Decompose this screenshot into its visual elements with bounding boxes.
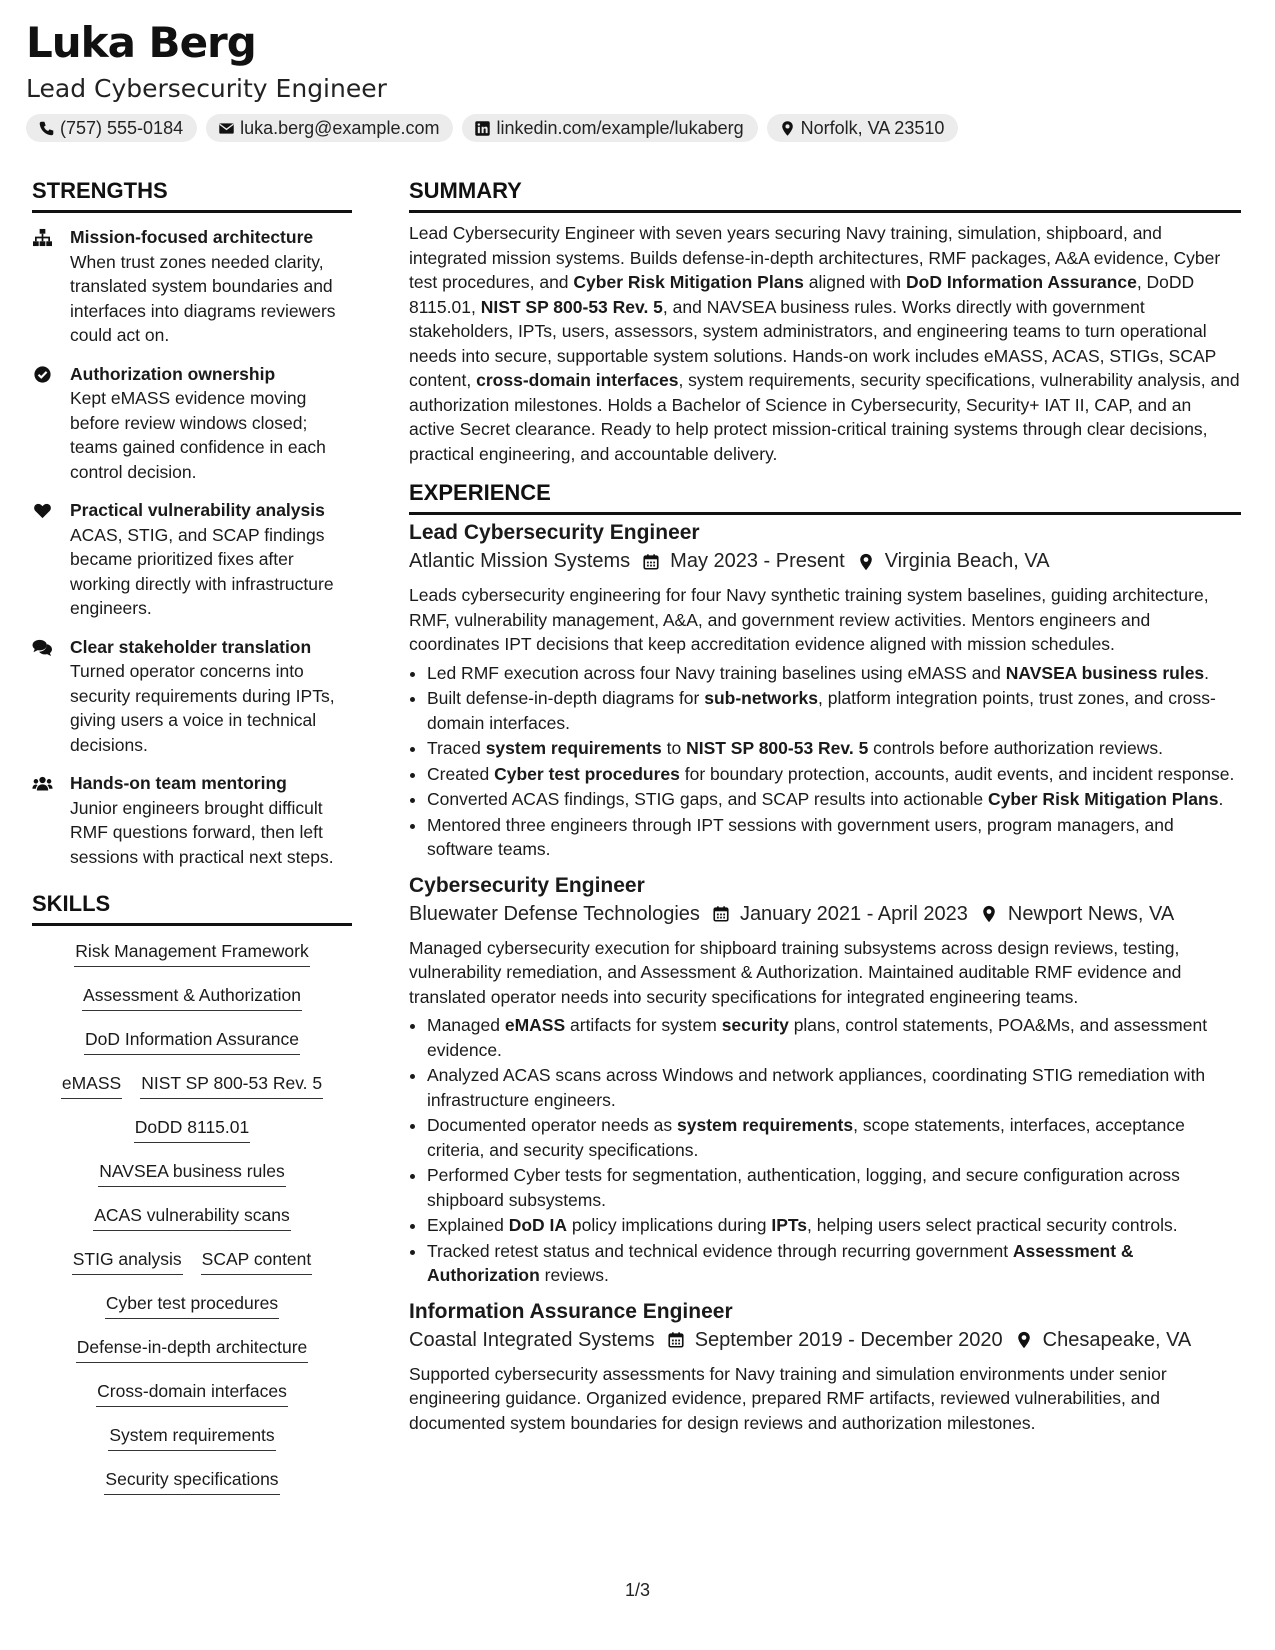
strength-body xyxy=(70,771,352,869)
strength-item xyxy=(32,498,352,621)
strengths-list xyxy=(32,225,352,869)
skill-tag: NIST SP 800-53 Rev. 5 xyxy=(140,1072,323,1099)
comments-icon xyxy=(32,635,56,758)
strength-item xyxy=(32,771,352,869)
skill-tag: Security specifications xyxy=(104,1468,279,1495)
text-run: to xyxy=(661,738,687,758)
strength-body xyxy=(70,635,352,758)
skill-tag: ACAS vulnerability scans xyxy=(93,1204,291,1231)
job-description: Supported cybersecurity assessments for Navy training and simulation environments under senior engineering guidance. Organized evidence, prepared RMF artifacts, reviewed vulnerabilities, and documented system boundaries for design reviews and authorization milestones. xyxy=(409,1363,1167,1433)
summary-text xyxy=(409,221,1241,466)
heart-icon xyxy=(32,498,56,621)
text-run: , scope statements, interfaces, acceptance criteria, and security specifications. xyxy=(427,1115,1185,1160)
skill-row xyxy=(32,1072,352,1099)
skill-row xyxy=(32,1292,352,1319)
strength-text: Turned operator concerns into security requirements during IPTs, giving users a voice in technical decisions. xyxy=(70,661,335,755)
job-entry xyxy=(409,874,1241,1288)
bold-text: Assessment & Authorization xyxy=(427,1240,1134,1285)
skill-row xyxy=(32,1468,352,1495)
text-run: reviews. xyxy=(539,1265,609,1285)
contact-chip[interactable] xyxy=(462,114,757,142)
bold-text: DoD IA xyxy=(508,1215,568,1235)
bullet-item xyxy=(427,1113,1241,1162)
contact-chip[interactable] xyxy=(767,114,959,142)
text-run: , DoDD 8115.01, xyxy=(409,272,1195,317)
text-run: Created xyxy=(427,763,495,784)
text-run: , system requirements, security specifications, vulnerability analysis, and authorization milestones. Holds a Bachelor of Science in Cybersecurity, Security+ IAT II, CAP, and an active Secret clearance. Ready to help protect mission-critical training systems through clear decisions, practical engineering, and accountable delivery. xyxy=(409,370,1240,464)
job-entry xyxy=(409,521,1241,862)
bold-text: NIST SP 800-53 Rev. 5 xyxy=(480,296,663,317)
strength-body xyxy=(70,498,352,621)
job-bullets xyxy=(409,1013,1241,1288)
strength-title: Hands-on team mentoring xyxy=(70,773,287,793)
job-meta xyxy=(409,1329,1241,1352)
bullet-item xyxy=(427,686,1241,735)
bold-text: NIST SP 800-53 Rev. 5 xyxy=(686,738,869,758)
map-pin-icon xyxy=(1003,1331,1043,1349)
bold-text: IPTs xyxy=(771,1215,807,1235)
bold-text: Cyber test procedures xyxy=(494,763,680,784)
contact-text: (757) 555-0184 xyxy=(60,117,184,138)
job-title: Cybersecurity Engineer xyxy=(409,873,645,897)
job-location: Chesapeake, VA xyxy=(1042,1328,1192,1351)
skills-list xyxy=(32,940,352,1495)
bold-text: Cyber Risk Mitigation Plans xyxy=(987,789,1219,809)
skill-row xyxy=(32,1380,352,1407)
bold-text: Cyber Risk Mitigation Plans xyxy=(573,272,804,292)
text-run: artifacts for system xyxy=(565,1015,722,1035)
strengths-heading: STRENGTHS xyxy=(32,178,352,213)
text-run: Led RMF execution across four Navy training baselines using eMASS and xyxy=(427,662,1006,683)
experience-list xyxy=(409,521,1241,1435)
strength-text: ACAS, STIG, and SCAP findings became prioritized fixes after working directly with infrastructure engineers. xyxy=(70,524,334,618)
text-run: Analyzed ACAS scans across Windows and network appliances, coordinating STIG remediation with infrastructure engineers. xyxy=(427,1065,1206,1110)
job-bullets xyxy=(409,661,1241,862)
text-run: . xyxy=(1218,789,1224,809)
text-run: Managed xyxy=(427,1015,505,1035)
text-run: for boundary protection, accounts, audit events, and incident response. xyxy=(679,763,1235,784)
skill-tag: System requirements xyxy=(108,1424,275,1451)
bullet-item xyxy=(427,1163,1241,1212)
skill-tag: Cross-domain interfaces xyxy=(96,1380,288,1407)
skill-row xyxy=(32,1204,352,1231)
skill-row xyxy=(32,1248,352,1275)
job-entry xyxy=(409,1300,1241,1436)
linkedin-icon xyxy=(474,120,491,137)
strength-text: When trust zones needed clarity, translated system boundaries and interfaces into diagrams reviewers could act on. xyxy=(70,251,336,345)
job-description: Managed cybersecurity execution for shipboard training subsystems across design reviews, testing, vulnerability remediation, and Assessment & Authorization. Maintained auditable RMF evidence and translated operator needs into security specifications for integrated engineering teams. xyxy=(409,937,1182,1007)
skill-tag: Risk Management Framework xyxy=(74,940,309,967)
candidate-name: Luka Berg xyxy=(26,18,256,67)
strength-body xyxy=(70,225,352,348)
map-pin-icon xyxy=(968,905,1008,923)
text-run: Explained xyxy=(427,1215,509,1235)
strength-item xyxy=(32,362,352,485)
skill-tag: Cyber test procedures xyxy=(105,1292,279,1319)
skill-row xyxy=(32,984,352,1011)
skills-section xyxy=(32,891,352,1495)
strength-item xyxy=(32,225,352,348)
bold-text: system requirements xyxy=(677,1115,854,1135)
strength-title: Clear stakeholder translation xyxy=(70,636,312,657)
bullet-item xyxy=(427,813,1241,862)
location-icon xyxy=(779,120,796,137)
strength-text: Junior engineers brought difficult RMF questions forward, then left sessions with practical next steps. xyxy=(70,797,334,867)
map-pin-icon xyxy=(845,553,885,571)
bold-text: eMASS xyxy=(504,1015,566,1035)
text-run: Documented operator needs as xyxy=(427,1115,678,1135)
skill-tag: eMASS xyxy=(61,1072,122,1099)
calendar-icon xyxy=(700,905,740,923)
text-run: , platform integration points, trust zones, and cross-domain interfaces. xyxy=(427,688,1216,733)
text-run: Built defense-in-depth diagrams for xyxy=(427,688,705,708)
text-run: Converted ACAS findings, STIG gaps, and SCAP results into actionable xyxy=(427,789,988,809)
skills-heading: SKILLS xyxy=(32,891,352,926)
contact-chip[interactable] xyxy=(26,114,197,142)
text-run: Mentored three engineers through IPT sessions with government users, program managers, and software teams. xyxy=(427,814,1174,859)
text-run: Tracked retest status and technical evidence through recurring government xyxy=(427,1240,1013,1261)
experience-heading: EXPERIENCE xyxy=(409,480,1241,515)
job-title: Lead Cybersecurity Engineer xyxy=(409,521,700,544)
skill-tag: SCAP content xyxy=(201,1248,313,1275)
skill-tag: DoD Information Assurance xyxy=(84,1028,300,1055)
job-company: Coastal Integrated Systems xyxy=(409,1328,655,1351)
text-run: Lead Cybersecurity Engineer with seven years securing Navy training, simulation, shipboard, and integrated mission systems. Builds defense-in-depth architectures, RMF packages, A&A evidence, Cyber test procedures, and xyxy=(409,223,1221,292)
skill-row xyxy=(32,1336,352,1363)
bold-text: security xyxy=(721,1015,789,1035)
strength-title: Mission-focused architecture xyxy=(70,227,314,247)
skill-row xyxy=(32,1160,352,1187)
sitemap-icon xyxy=(32,225,56,348)
left-column xyxy=(32,178,352,1512)
bold-text: system requirements xyxy=(485,738,662,758)
job-meta xyxy=(409,903,1241,926)
job-meta xyxy=(409,550,1241,573)
users-icon xyxy=(32,771,56,869)
job-description: Leads cybersecurity engineering for four Navy synthetic training system baselines, guiding architecture, RMF, vulnerability management, A&A, and government review activities. Mentors engineers and coordinates IPT decisions that keep accreditation evidence aligned with mission schedules. xyxy=(409,585,1209,654)
bullet-item xyxy=(427,1213,1241,1238)
envelope-icon xyxy=(218,120,235,137)
calendar-icon xyxy=(630,553,670,571)
phone-icon xyxy=(38,120,55,137)
job-dates: May 2023 - Present xyxy=(670,550,845,572)
text-run: Traced xyxy=(427,738,486,758)
bullet-item xyxy=(427,762,1241,787)
skill-tag: STIG analysis xyxy=(72,1248,183,1275)
job-company: Atlantic Mission Systems xyxy=(409,550,631,572)
skill-tag: Assessment & Authorization xyxy=(82,984,302,1011)
job-company: Bluewater Defense Technologies xyxy=(409,902,700,925)
bold-text: sub-networks xyxy=(704,688,819,708)
strength-item xyxy=(32,635,352,758)
bullet-item xyxy=(427,787,1241,812)
job-dates: September 2019 - December 2020 xyxy=(694,1328,1003,1351)
strength-text: Kept eMASS evidence moving before review windows closed; teams gained confidence in each control decision. xyxy=(70,388,326,482)
skill-row xyxy=(32,1116,352,1143)
job-title: Information Assurance Engineer xyxy=(409,1299,733,1323)
check-circle-icon xyxy=(32,362,56,485)
job-location: Virginia Beach, VA xyxy=(884,550,1050,572)
skill-row xyxy=(32,1028,352,1055)
job-dates: January 2021 - April 2023 xyxy=(739,902,968,925)
bold-text: cross-domain interfaces xyxy=(476,370,679,390)
skill-tag: DoDD 8115.01 xyxy=(134,1116,250,1143)
right-column xyxy=(409,178,1241,1447)
text-run: Performed Cyber tests for segmentation, authentication, logging, and secure configuration across shipboard subsystems. xyxy=(427,1165,1180,1210)
summary-heading: SUMMARY xyxy=(409,178,1241,213)
text-run: , helping users select practical security controls. xyxy=(807,1215,1178,1235)
contact-chip[interactable] xyxy=(206,114,453,142)
bullet-item xyxy=(427,1013,1241,1062)
bullet-item xyxy=(427,661,1241,686)
bullet-item xyxy=(427,1063,1241,1112)
calendar-icon xyxy=(655,1331,695,1349)
skill-row xyxy=(32,940,352,967)
contact-text: Norfolk, VA 23510 xyxy=(800,117,945,138)
contact-text: linkedin.com/example/lukaberg xyxy=(496,117,744,138)
page-number: 1/3 xyxy=(624,1580,651,1600)
text-run: . xyxy=(1204,662,1210,683)
text-run: policy implications during xyxy=(567,1215,772,1235)
candidate-title: Lead Cybersecurity Engineer xyxy=(26,74,387,103)
skill-row xyxy=(32,1424,352,1451)
contact-text: luka.berg@example.com xyxy=(240,117,440,138)
bold-text: NAVSEA business rules xyxy=(1005,662,1205,683)
bullet-item xyxy=(427,1239,1241,1288)
bullet-item xyxy=(427,736,1241,761)
strength-title: Practical vulnerability analysis xyxy=(70,500,325,520)
bold-text: DoD Information Assurance xyxy=(906,272,1137,292)
skill-tag: NAVSEA business rules xyxy=(98,1160,285,1187)
skill-tag: Defense-in-depth architecture xyxy=(76,1336,309,1363)
text-run: aligned with xyxy=(803,272,907,292)
contact-bar xyxy=(26,114,958,142)
text-run: plans, control statements, POA&Ms, and assessment evidence. xyxy=(427,1015,1208,1060)
strength-title: Authorization ownership xyxy=(70,363,276,384)
text-run: , and NAVSEA business rules. Works directly with government stakeholders, IPTs, users, assessors, system administrators, and engineering teams to turn operational needs into secure, supportable system solutions. Hands-on work includes eMASS, ACAS, STIGs, SCAP content, xyxy=(409,296,1216,390)
text-run: controls before authorization reviews. xyxy=(868,738,1164,758)
job-location: Newport News, VA xyxy=(1007,902,1175,925)
strength-body xyxy=(70,362,352,485)
